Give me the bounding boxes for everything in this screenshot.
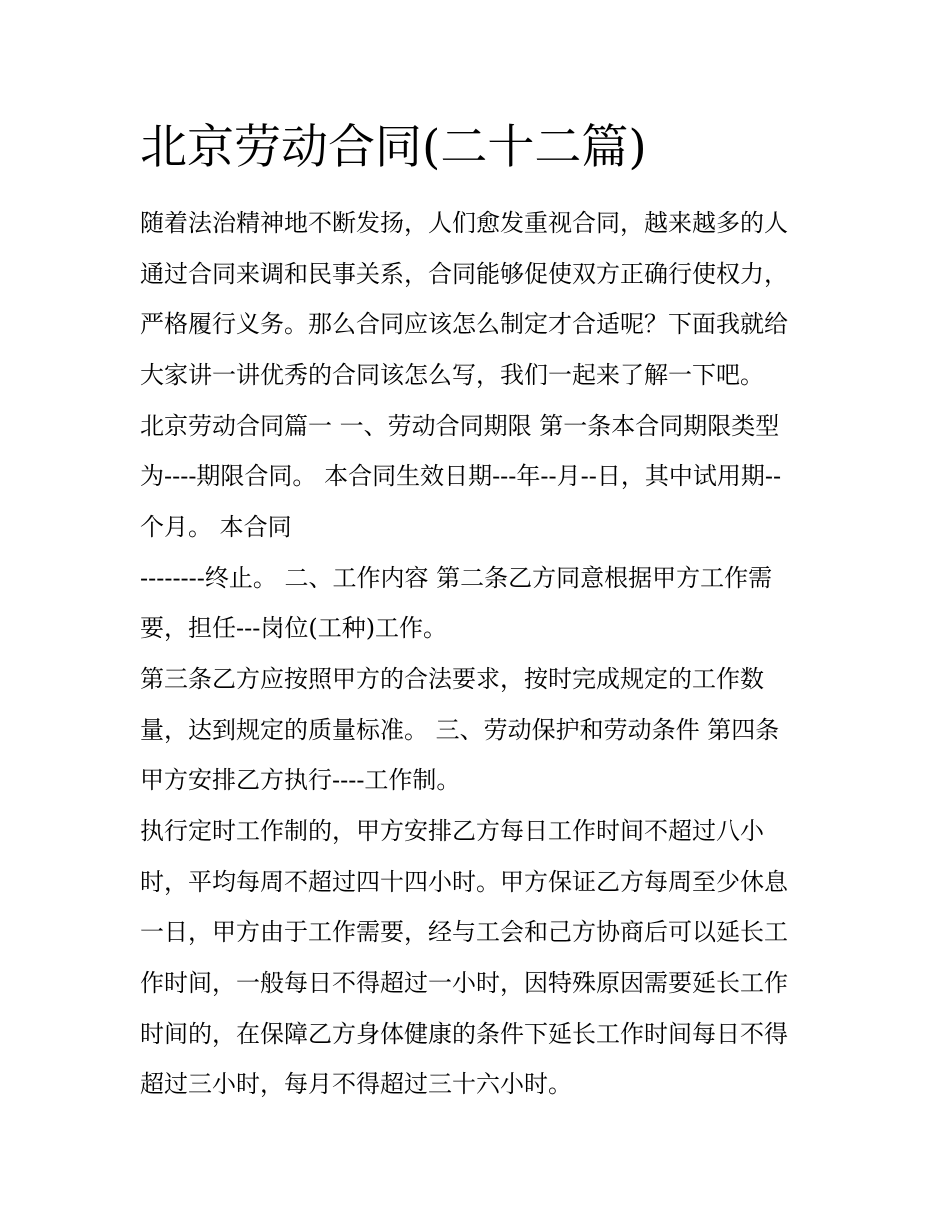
text-line: 一日，甲方由于工作需要，经与工会和己方协商后可以延长工	[140, 918, 788, 946]
text-line: 甲方安排乙方执行----工作制。	[140, 766, 461, 794]
text-line: 时间的，在保障乙方身体健康的条件下延长工作时间每日不得	[140, 1020, 788, 1048]
text-line: 要，担任---岗位(工种)工作。	[140, 614, 448, 642]
text-line: 时，平均每周不超过四十四小时。甲方保证乙方每周至少休息	[140, 868, 788, 896]
text-line: 执行定时工作制的，甲方安排乙方每日工作时间不超过八小	[140, 817, 764, 845]
text-line: 随着法治精神地不断发扬，人们愈发重视合同，越来越多的人	[140, 209, 788, 237]
text-line: --------终止。 二、工作内容 第二条乙方同意根据甲方工作需	[140, 564, 773, 592]
text-line: 第三条乙方应按照甲方的合法要求，按时完成规定的工作数	[140, 665, 764, 693]
text-line: 大家讲一讲优秀的合同该怎么写，我们一起来了解一下吧。	[140, 361, 764, 389]
text-line: 为----期限合同。 本合同生效日期---年--月--日，其中试用期--	[140, 462, 782, 490]
text-line: 作时间，一般每日不得超过一小时，因特殊原因需要延长工作	[140, 969, 788, 997]
document-title: 北京劳动合同(二十二篇)	[140, 120, 647, 175]
text-line: 严格履行义务。那么合同应该怎么制定才合适呢？下面我就给	[140, 310, 788, 338]
text-line: 北京劳动合同篇一 一、劳动合同期限 第一条本合同期限类型	[140, 412, 780, 440]
text-line: 个月。 本合同	[140, 513, 292, 541]
text-line: 通过合同来调和民事关系，合同能够促使双方正确行使权力，	[140, 260, 788, 288]
text-line: 量，达到规定的质量标准。 三、劳动保护和劳动条件 第四条	[140, 716, 780, 744]
text-line: 超过三小时，每月不得超过三十六小时。	[140, 1070, 572, 1098]
